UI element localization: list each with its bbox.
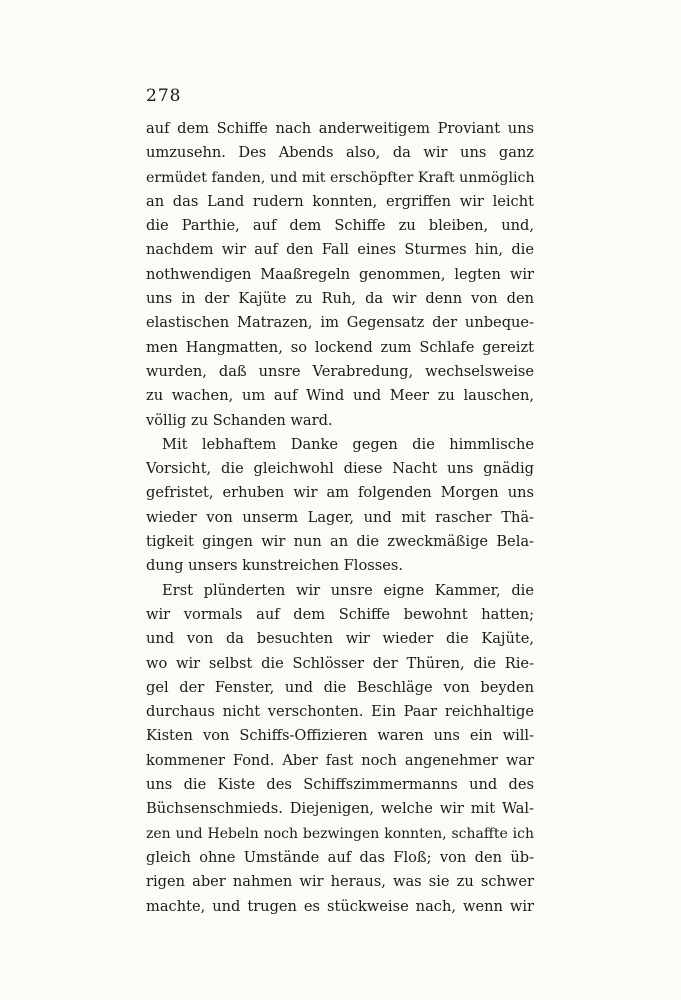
- text-line: auf dem Schiffe nach anderweitigem Proviant uns: [146, 120, 534, 137]
- text-line: und von da besuchten wir wieder die Kajüte,: [146, 630, 534, 648]
- text-line: Büchsenschmieds. Diejenigen, welche wir mit Wal-: [146, 800, 534, 818]
- page-number: 278: [146, 86, 182, 106]
- text-line: wurden, daß unsre Verabredung, wechselsweise: [146, 362, 534, 380]
- text-line: Mit lebhaftem Danke gegen die himmlische: [162, 435, 534, 453]
- text-line: ermüdet fanden, und mit erschöpfter Kraft unmöglich: [146, 169, 535, 186]
- text-line: gleich ohne Umstände auf das Floß; von den üb-: [146, 848, 534, 866]
- text-line: Vorsicht, die gleichwohl diese Nacht uns gnädig: [146, 460, 534, 478]
- text-line: zen und Hebeln noch bezwingen konnten, schaffte ich: [146, 825, 534, 842]
- text-line: wo wir selbst die Schlösser der Thüren, die Rie-: [146, 654, 534, 672]
- text-line: kommener Fond. Aber fast noch angenehmer war: [146, 751, 534, 769]
- text-line: umzusehn. Des Abends also, da wir uns ganz: [146, 144, 534, 162]
- text-line: elastischen Matrazen, im Gegensatz der unbeque-: [146, 314, 534, 332]
- text-line: wieder von unserm Lager, und mit rascher Thä-: [146, 508, 534, 526]
- text-line: nothwendigen Maaßregeln genommen, legten wir: [146, 265, 534, 283]
- text-line: zu wachen, um auf Wind und Meer zu lauschen,: [146, 387, 534, 405]
- text-line: men Hangmatten, so lockend zum Schlafe gereizt: [146, 338, 534, 356]
- text-line: nachdem wir auf den Fall eines Sturmes hin, die: [146, 241, 534, 259]
- text-line: dung unsers kunstreichen Flosses.: [146, 557, 403, 575]
- text-line: tigkeit gingen wir nun an die zweckmäßige Bela-: [146, 533, 534, 551]
- text-line: machte, und trugen es stückweise nach, wenn wir: [146, 897, 534, 915]
- body-text: [146, 117, 534, 919]
- text-line: die Parthie, auf dem Schiffe zu bleiben, und,: [146, 217, 534, 235]
- text-line: völlig zu Schanden ward.: [146, 411, 333, 429]
- text-line: Erst plünderten wir unsre eigne Kammer, die: [162, 581, 534, 599]
- text-line: uns die Kiste des Schiffszimmermanns und des: [146, 776, 534, 794]
- text-line: wir vormals auf dem Schiffe bewohnt hatten;: [146, 605, 534, 623]
- text-line: gel der Fenster, und die Beschläge von beyden: [146, 678, 534, 696]
- text-line: uns in der Kajüte zu Ruh, da wir denn von den: [146, 290, 534, 308]
- text-line: gefristet, erhuben wir am folgenden Morgen uns: [146, 484, 534, 502]
- text-line: an das Land rudern konnten, ergriffen wir leicht: [146, 192, 534, 210]
- text-line: rigen aber nahmen wir heraus, was sie zu schwer: [146, 873, 534, 891]
- text-line: Kisten von Schiffs-Offizieren waren uns ein will-: [146, 727, 534, 745]
- text-line: durchaus nicht verschonten. Ein Paar reichhaltige: [146, 703, 534, 721]
